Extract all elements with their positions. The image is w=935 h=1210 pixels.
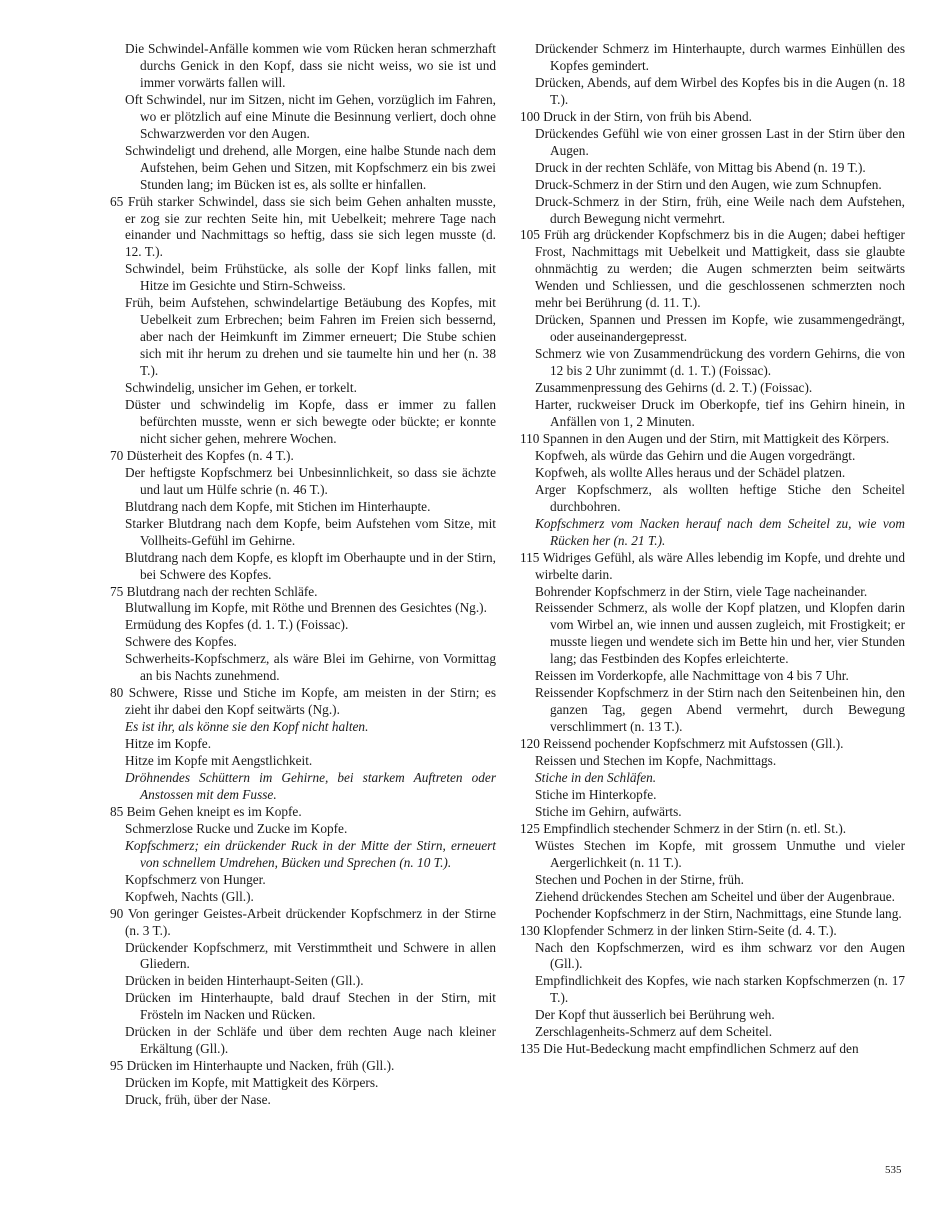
symptom-entry bbox=[110, 1092, 496, 1109]
symptom-entry bbox=[110, 550, 496, 584]
entry-text: Kopfweh, als würde das Gehirn und die Augen vorgedrängt. bbox=[535, 447, 856, 463]
entry-text: Der Kopf thut äusserlich bei Berührung weh. bbox=[535, 1007, 775, 1023]
entry-number: 110 bbox=[520, 430, 540, 446]
entry-text: Druck in der Stirn, von früh bis Abend. bbox=[543, 108, 752, 124]
symptom-entry bbox=[520, 770, 905, 787]
symptom-entry bbox=[110, 990, 496, 1024]
symptom-entry bbox=[520, 668, 905, 685]
entry-text: Drücken, Abends, auf dem Wirbel des Kopfes bis in die Augen (n. 18 T.). bbox=[535, 74, 905, 107]
symptom-entry bbox=[520, 550, 905, 584]
symptom-entry bbox=[110, 634, 496, 651]
entry-text: Harter, ruckweiser Druck im Oberkopfe, tief ins Gehirn hinein, in Anfällen von 1, 2 Minuten. bbox=[535, 397, 905, 429]
symptom-entry bbox=[110, 1075, 496, 1092]
symptom-entry bbox=[110, 600, 496, 617]
entry-number: 85 bbox=[110, 803, 124, 819]
symptom-entry bbox=[520, 160, 905, 177]
entry-text: Arger Kopfschmerz, als wollten heftige Stiche den Scheitel durchbohren. bbox=[535, 481, 905, 514]
entry-text: Schwerheits-Kopfschmerz, als wäre Blei im Gehirne, von Vormittag an bis Nachts zunehmend. bbox=[125, 651, 496, 684]
entry-number: 115 bbox=[520, 549, 540, 565]
entry-text: Drücken, Spannen und Pressen im Kopfe, wie zusammengedrängt, oder auseinandergepresst. bbox=[535, 312, 905, 345]
symptom-entry bbox=[110, 516, 496, 550]
entry-text: Widriges Gefühl, als wäre Alles lebendig im Kopfe, und drehte und wirbelte darin. bbox=[535, 549, 905, 582]
page-number: 535 bbox=[885, 1164, 902, 1176]
symptom-entry bbox=[110, 1058, 496, 1075]
entry-text: Kopfschmerz von Hunger. bbox=[125, 871, 266, 887]
entry-text: Schwindeligt und drehend, alle Morgen, eine halbe Stunde nach dem Aufstehen, beim Gehen und Sitzen, mit Kopfschmerz ein bis zwei Stunden lang; im Bücken ist es, als sollte er hinfallen. bbox=[125, 142, 496, 192]
entry-number: 80 bbox=[110, 685, 124, 701]
entry-text: Drücken im Kopfe, mit Mattigkeit des Körpers. bbox=[125, 1075, 379, 1091]
symptom-entry bbox=[520, 1007, 905, 1024]
right-column bbox=[520, 41, 905, 1058]
entry-text: Schmerz wie von Zusammendrückung des vordern Gehirns, die von 12 bis 2 Uhr zunimmt (d. 1. T.) (Foissac). bbox=[535, 346, 905, 379]
entry-text: Drücken im Hinterhaupte und Nacken, früh (Gll.). bbox=[126, 1058, 395, 1074]
symptom-entry bbox=[110, 804, 496, 821]
entry-text: Kopfschmerz vom Nacken herauf nach dem Scheitel zu, wie vom Rücken her (n. 21 T.). bbox=[535, 515, 905, 548]
entry-number: 90 bbox=[110, 905, 124, 921]
entry-number: 75 bbox=[110, 583, 124, 599]
symptom-entry bbox=[110, 261, 496, 295]
symptom-entry bbox=[110, 651, 496, 685]
entry-text: Es ist ihr, als könne sie den Kopf nicht halten. bbox=[125, 719, 369, 735]
symptom-entry bbox=[520, 380, 905, 397]
entry-text: Empfindlichkeit des Kopfes, wie nach starken Kopfschmerzen (n. 17 T.). bbox=[535, 973, 905, 1006]
symptom-entry bbox=[520, 600, 905, 668]
symptom-entry bbox=[110, 584, 496, 601]
entry-text: Druck, früh, über der Nase. bbox=[125, 1092, 271, 1108]
entry-text: Drücken in beiden Hinterhaupt-Seiten (Gll.). bbox=[125, 973, 364, 989]
symptom-entry bbox=[520, 109, 905, 126]
entry-text: Hitze im Kopfe. bbox=[125, 736, 212, 752]
symptom-entry bbox=[520, 227, 905, 312]
entry-text: Der heftigste Kopfschmerz bei Unbesinnlichkeit, so dass sie ächzte und laut um Hülfe schrie (n. 46 T.). bbox=[125, 464, 496, 497]
entry-text: Stiche im Hinterkopfe. bbox=[535, 786, 657, 802]
symptom-entry bbox=[520, 872, 905, 889]
entry-text: Die Schwindel-Anfälle kommen wie vom Rücken heran schmerzhaft durchs Genick in den Kopf, dass sie nicht weiss, wo sie ist und immer vorwärts fallen will. bbox=[125, 41, 496, 90]
symptom-entry bbox=[520, 41, 905, 75]
entry-text: Druck in der rechten Schläfe, von Mittag bis Abend (n. 19 T.). bbox=[535, 159, 866, 175]
entry-number: 130 bbox=[520, 922, 540, 938]
symptom-entry bbox=[520, 431, 905, 448]
symptom-entry bbox=[520, 685, 905, 736]
symptom-entry bbox=[110, 872, 496, 889]
entry-text: Stiche im Gehirn, aufwärts. bbox=[535, 803, 682, 819]
entry-text: Blutdrang nach der rechten Schläfe. bbox=[126, 583, 318, 599]
symptom-entry bbox=[110, 821, 496, 838]
symptom-entry bbox=[520, 940, 905, 974]
symptom-entry bbox=[110, 92, 496, 143]
entry-text: Drückender Schmerz im Hinterhaupte, durch warmes Einhüllen des Kopfes gemindert. bbox=[535, 41, 905, 73]
entry-text: Blutdrang nach dem Kopfe, mit Stichen im Hinterhaupte. bbox=[125, 498, 431, 514]
entry-text: Reissend pochender Kopfschmerz mit Aufstossen (Gll.). bbox=[543, 736, 844, 752]
entry-number: 105 bbox=[520, 227, 540, 243]
entry-number: 65 bbox=[110, 193, 124, 209]
entry-text: Spannen in den Augen und der Stirn, mit Mattigkeit des Körpers. bbox=[542, 430, 890, 446]
symptom-entry bbox=[520, 889, 905, 906]
entry-text: Reissen und Stechen im Kopfe, Nachmittags. bbox=[535, 753, 777, 769]
symptom-entry bbox=[520, 516, 905, 550]
left-column bbox=[110, 41, 496, 1109]
entry-text: Pochender Kopfschmerz in der Stirn, Nachmittags, eine Stunde lang. bbox=[535, 905, 902, 921]
entry-text: Zusammenpressung des Gehirns (d. 2. T.) (Foissac). bbox=[535, 380, 813, 396]
symptom-entry bbox=[520, 397, 905, 431]
entry-text: Früh starker Schwindel, dass sie sich beim Gehen anhalten musste, er zog sie zur rechten Seite hin, mit Uebelkeit; mehrere Tage nach einander und Nachmittags so heftig, dass sie sich legen musste (d. 12. T.). bbox=[125, 193, 497, 260]
entry-text: Schwindelig, unsicher im Gehen, er torkelt. bbox=[125, 380, 357, 396]
symptom-entry bbox=[520, 482, 905, 516]
entry-text: Stiche in den Schläfen. bbox=[535, 769, 657, 785]
entry-text: Drückender Kopfschmerz, mit Verstimmtheit und Schwere in allen Gliedern. bbox=[125, 939, 496, 972]
entry-text: Kopfweh, Nachts (Gll.). bbox=[125, 888, 254, 904]
entry-text: Oft Schwindel, nur im Sitzen, nicht im Gehen, vorzüglich im Fahren, wo er plötzlich auf eine Minute die Besinnung verliert, doch ohne Schwarzwerden vor den Augen. bbox=[125, 91, 496, 141]
entry-text: Dröhnendes Schüttern im Gehirne, bei starkem Auftreten oder Anstossen mit dem Fusse. bbox=[125, 769, 496, 802]
symptom-entry bbox=[520, 1024, 905, 1041]
symptom-entry bbox=[110, 617, 496, 634]
entry-number: 125 bbox=[520, 820, 540, 836]
entry-text: Blutdrang nach dem Kopfe, es klopft im Oberhaupte und in der Stirn, bei Schwere des Kopfes. bbox=[125, 549, 496, 582]
entry-text: Düsterheit des Kopfes (n. 4 T.). bbox=[126, 447, 294, 463]
symptom-entry bbox=[520, 804, 905, 821]
symptom-entry bbox=[110, 973, 496, 990]
entry-text: Von geringer Geistes-Arbeit drückender Kopfschmerz in der Stirne (n. 3 T.). bbox=[125, 905, 496, 938]
symptom-entry bbox=[520, 312, 905, 346]
symptom-entry bbox=[110, 770, 496, 804]
entry-text: Nach den Kopfschmerzen, wird es ihm schwarz vor den Augen (Gll.). bbox=[535, 939, 905, 972]
entry-text: Schmerzlose Rucke und Zucke im Kopfe. bbox=[125, 820, 348, 836]
entry-text: Düster und schwindelig im Kopfe, dass er immer zu fallen befürchten musste, wenn er sich bewegte oder bückte; er konnte nicht sicher gehen, mehrere Wochen. bbox=[125, 397, 496, 446]
symptom-entry bbox=[520, 448, 905, 465]
entry-number: 100 bbox=[520, 108, 540, 124]
symptom-entry bbox=[110, 685, 496, 719]
entry-text: Früh arg drückender Kopfschmerz bis in die Augen; dabei heftiger Frost, Nachmittags mit Uebelkeit und Mattigkeit, dass sie glaubte ohnmächtig zu werden; die Augen schmerzten beim seitwärts Wenden und Schliessen, und die geschlossenen schmerzten noch mehr bei Berührung (d. 11. T.). bbox=[535, 227, 905, 311]
entry-number: 95 bbox=[110, 1058, 124, 1074]
symptom-entry bbox=[110, 1024, 496, 1058]
entry-text: Reissender Schmerz, als wolle der Kopf platzen, und Klopfen darin vom Wirbel an, wie innen und aussen zugleich, mit Frostigkeit; er musste liegen und wendete sich im Bette hin und her, vier Stunden lang; das Festbinden des Kopfes erleichterte. bbox=[535, 600, 905, 667]
entry-text: Die Hut-Bedeckung macht empfindlichen Schmerz auf den bbox=[543, 1041, 859, 1057]
entry-text: Druck-Schmerz in der Stirn und den Augen, wie zum Schnupfen. bbox=[535, 176, 882, 192]
symptom-entry bbox=[520, 753, 905, 770]
entry-text: Reissender Kopfschmerz in der Stirn nach den Seitenbeinen hin, den ganzen Tag, gegen Abend vermehrt, durch Bewegung verschlimmert (n. 13 T.). bbox=[535, 685, 905, 735]
symptom-entry bbox=[110, 41, 496, 92]
entry-text: Stechen und Pochen in der Stirne, früh. bbox=[535, 871, 745, 887]
symptom-entry bbox=[520, 75, 905, 109]
entry-text: Früh, beim Aufstehen, schwindelartige Betäubung des Kopfes, mit Uebelkeit zum Erbrechen; beim Fahren im Freien sich bessernd, aber nach der Heimkunft im Zimmer erneuert; Die Stube schien sich mit ihr herum zu drehen und sie taumelte hin und her (n. 38 T.). bbox=[125, 295, 496, 379]
symptom-entry bbox=[110, 499, 496, 516]
entry-text: Kopfschmerz; ein drückender Ruck in der Mitte der Stirn, erneuert von schnellem Umdrehen, Bücken und Sprechen (n. 10 T.). bbox=[125, 837, 496, 870]
symptom-entry bbox=[520, 194, 905, 228]
symptom-entry bbox=[110, 719, 496, 736]
symptom-entry bbox=[110, 448, 496, 465]
entry-text: Empfindlich stechender Schmerz in der Stirn (n. etl. St.). bbox=[543, 820, 847, 836]
entry-text: Drücken im Hinterhaupte, bald drauf Stechen in der Stirn, mit Frösteln im Nacken und Rücken. bbox=[125, 990, 496, 1023]
entry-text: Wüstes Stechen im Kopfe, mit grossem Unmuthe und vieler Aergerlichkeit (n. 11 T.). bbox=[535, 837, 905, 870]
symptom-entry bbox=[520, 465, 905, 482]
symptom-entry bbox=[110, 906, 496, 940]
symptom-entry bbox=[110, 753, 496, 770]
symptom-entry bbox=[520, 787, 905, 804]
symptom-entry bbox=[110, 143, 496, 194]
symptom-entry bbox=[110, 380, 496, 397]
entry-number: 135 bbox=[520, 1041, 540, 1057]
symptom-entry bbox=[110, 295, 496, 380]
entry-text: Schwindel, beim Frühstücke, als solle der Kopf links fallen, mit Hitze im Gesichte und Stirn-Schweiss. bbox=[125, 261, 496, 294]
entry-text: Reissen im Vorderkopfe, alle Nachmittage von 4 bis 7 Uhr. bbox=[535, 668, 849, 684]
entry-text: Blutwallung im Kopfe, mit Röthe und Brennen des Gesichtes (Ng.). bbox=[125, 600, 487, 616]
symptom-entry bbox=[520, 584, 905, 601]
symptom-entry bbox=[110, 889, 496, 906]
entry-text: Ziehend drückendes Stechen am Scheitel und über der Augenbraue. bbox=[535, 888, 895, 904]
symptom-entry bbox=[520, 126, 905, 160]
symptom-entry bbox=[110, 940, 496, 974]
symptom-entry bbox=[520, 177, 905, 194]
entry-text: Kopfweh, als wollte Alles heraus und der Schädel platzen. bbox=[535, 464, 846, 480]
entry-number: 70 bbox=[110, 447, 124, 463]
entry-text: Schwere des Kopfes. bbox=[125, 634, 237, 650]
entry-text: Klopfender Schmerz in der linken Stirn-Seite (d. 4. T.). bbox=[543, 922, 837, 938]
symptom-entry bbox=[520, 973, 905, 1007]
entry-text: Ermüdung des Kopfes (d. 1. T.) (Foissac). bbox=[125, 617, 349, 633]
entry-number: 120 bbox=[520, 736, 540, 752]
entry-text: Beim Gehen kneipt es im Kopfe. bbox=[126, 803, 302, 819]
symptom-entry bbox=[110, 397, 496, 448]
symptom-entry bbox=[520, 1041, 905, 1058]
entry-text: Drücken in der Schläfe und über dem rechten Auge nach kleiner Erkältung (Gll.). bbox=[125, 1024, 496, 1057]
entry-text: Hitze im Kopfe mit Aengstlichkeit. bbox=[125, 753, 313, 769]
symptom-entry bbox=[110, 194, 496, 262]
symptom-entry bbox=[520, 838, 905, 872]
entry-text: Drückendes Gefühl wie von einer grossen Last in der Stirn über den Augen. bbox=[535, 125, 905, 158]
entry-text: Starker Blutdrang nach dem Kopfe, beim Aufstehen vom Sitze, mit Vollheits-Gefühl im Gehirne. bbox=[125, 515, 496, 548]
symptom-entry bbox=[110, 838, 496, 872]
symptom-entry bbox=[520, 821, 905, 838]
symptom-entry bbox=[110, 465, 496, 499]
entry-text: Druck-Schmerz in der Stirn, früh, eine Weile nach dem Aufstehen, durch Bewegung nicht vermehrt. bbox=[535, 193, 905, 226]
entry-text: Bohrender Kopfschmerz in der Stirn, viele Tage nacheinander. bbox=[535, 583, 868, 599]
entry-text: Schwere, Risse und Stiche im Kopfe, am meisten in der Stirn; es zieht ihr dabei den Kopf seitwärts (Ng.). bbox=[125, 685, 497, 718]
symptom-entry bbox=[520, 906, 905, 923]
entry-text: Zerschlagenheits-Schmerz auf dem Scheitel. bbox=[535, 1024, 773, 1040]
symptom-entry bbox=[520, 923, 905, 940]
symptom-entry bbox=[520, 346, 905, 380]
symptom-entry bbox=[110, 736, 496, 753]
symptom-entry bbox=[520, 736, 905, 753]
